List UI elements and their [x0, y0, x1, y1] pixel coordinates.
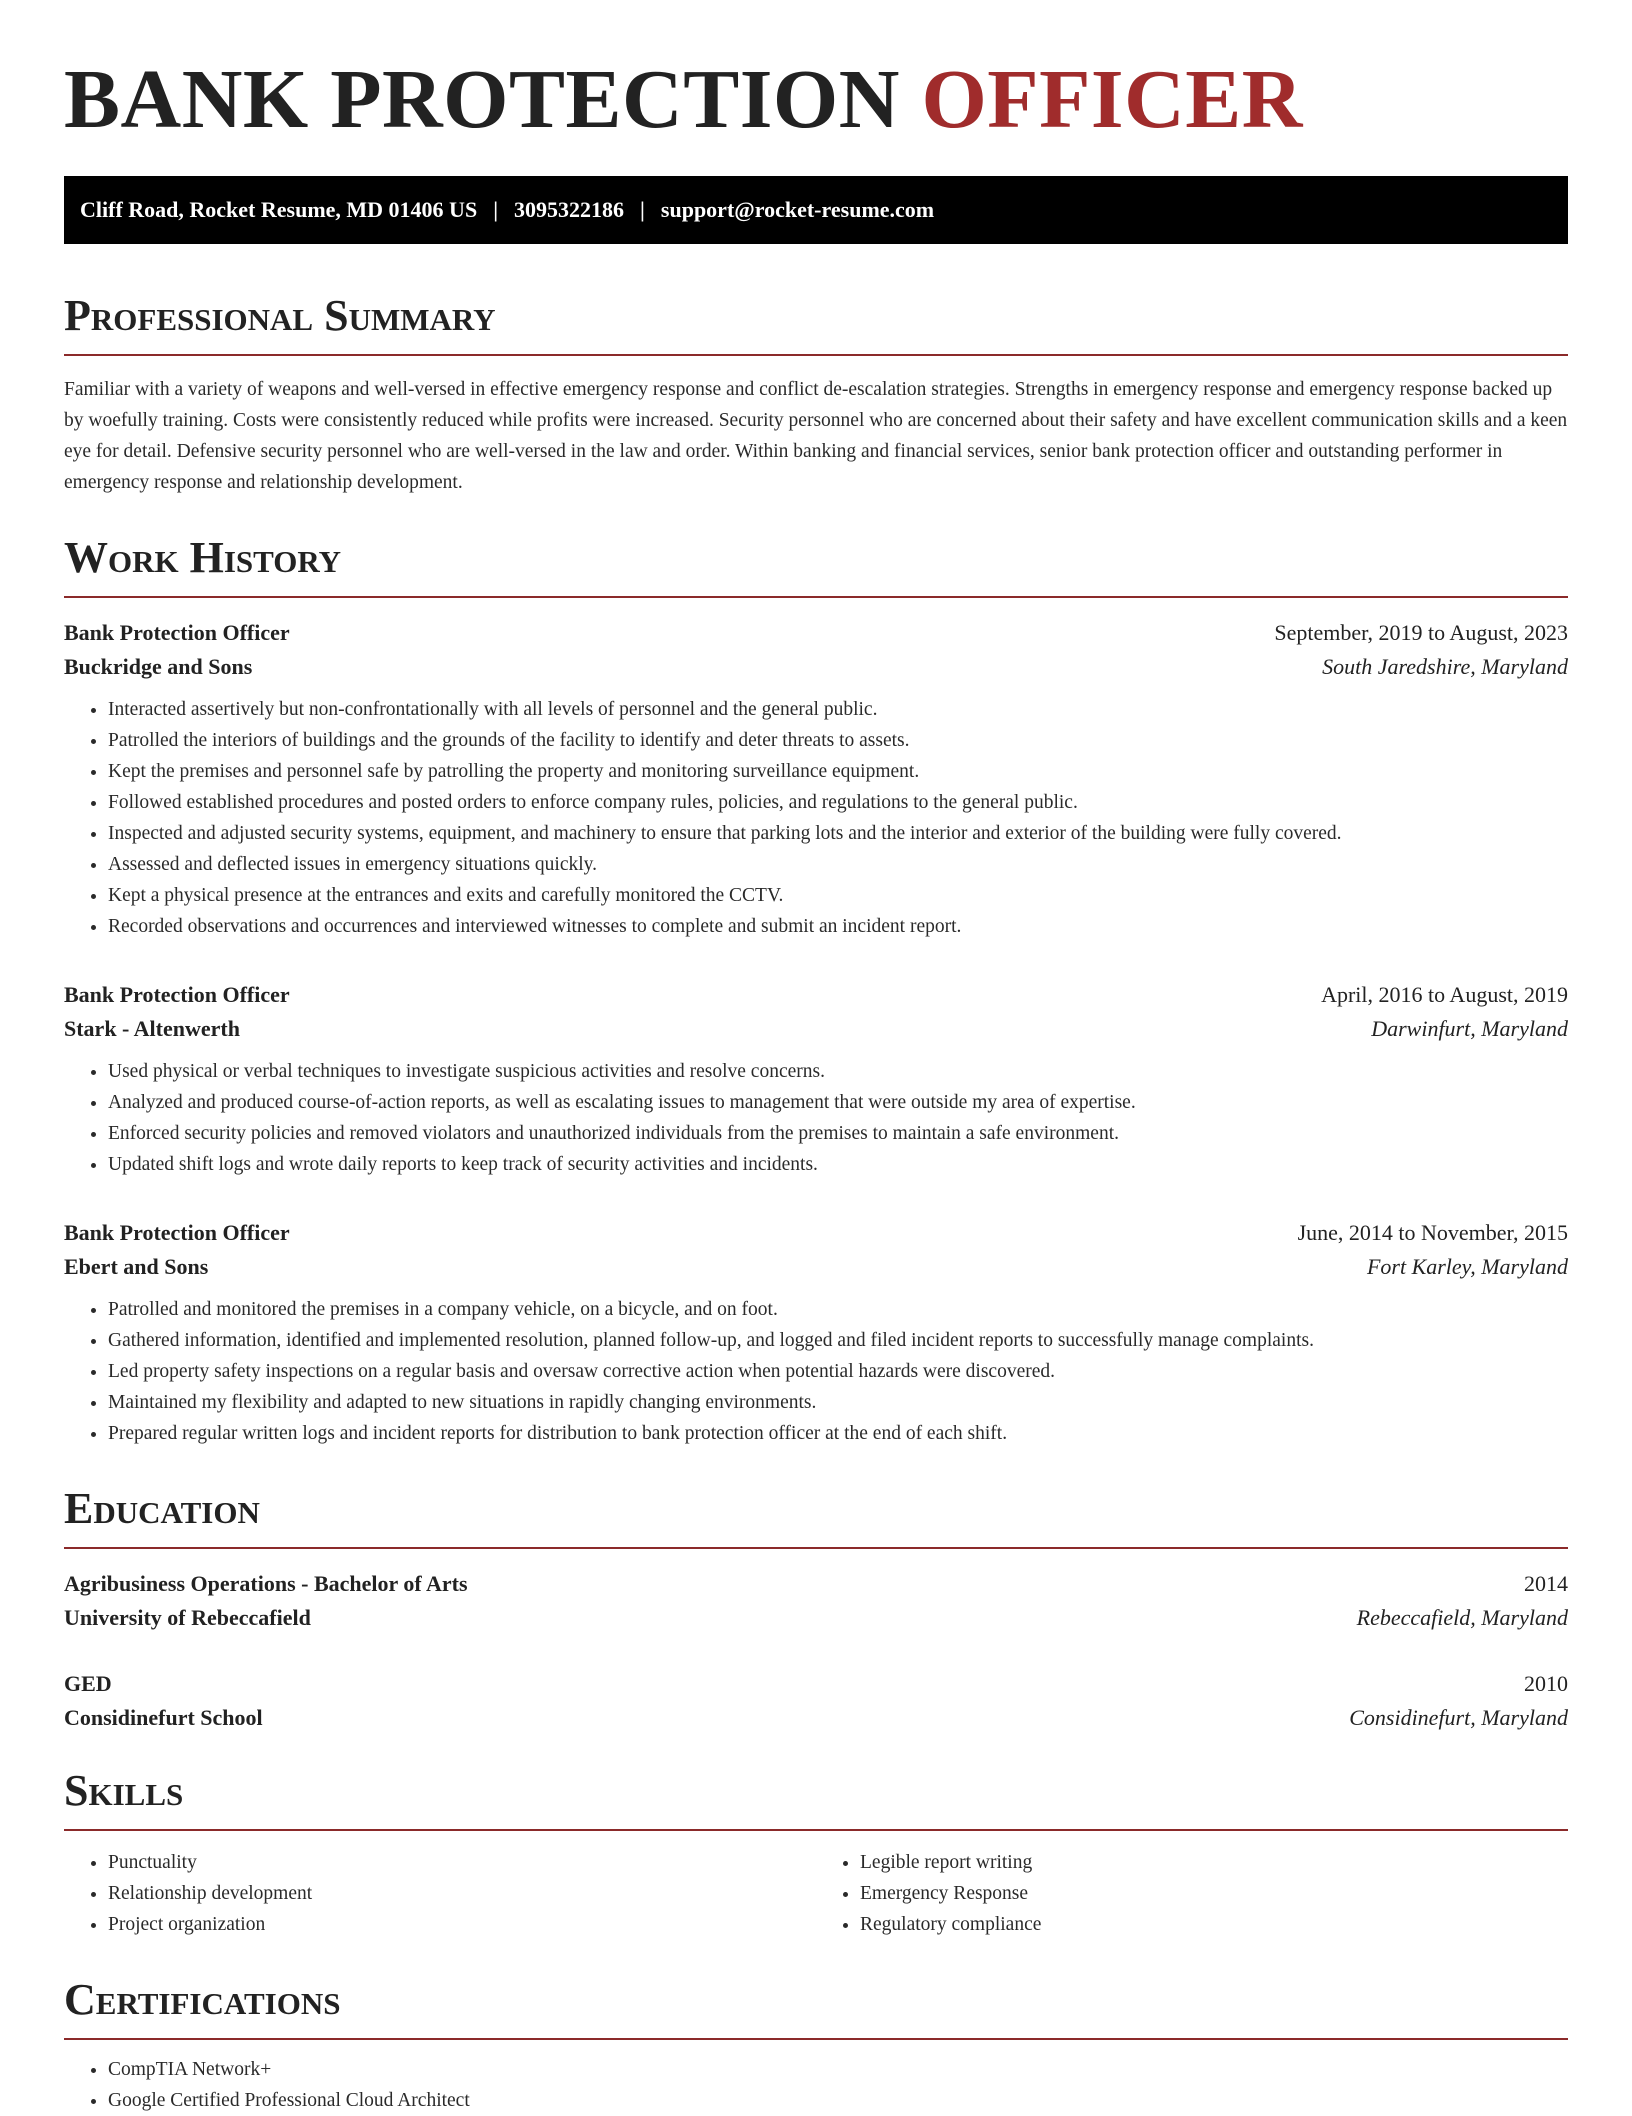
contact-bar — [64, 176, 1568, 244]
contact-separator: | — [640, 197, 645, 222]
education-year: 2014 — [1524, 1571, 1568, 1596]
job-entry — [64, 1220, 1568, 1449]
job-bullet: • Gathered information, identified and implemented resolution, planned follow-up, and logged and filed incident reports to successfully manage complaints. — [108, 1325, 1568, 1356]
skill-item: • Regulatory compliance — [860, 1909, 1568, 1940]
contact-separator: | — [493, 197, 499, 222]
education-location: Considinefurt, Maryland — [1349, 1705, 1568, 1730]
education-degree: Agribusiness Operations - Bachelor of Arts — [64, 1571, 468, 1596]
skills-column — [816, 1847, 1568, 1940]
job-bullet: • Patrolled and monitored the premises in a company vehicle, on a bicycle, and on foot. — [108, 1294, 1568, 1325]
job-bullet: • Prepared regular written logs and incident reports for distribution to bank protection officer at the end of each shift. — [108, 1418, 1568, 1449]
education-degree: GED — [64, 1671, 112, 1696]
title-accent: OFFICER — [921, 53, 1303, 146]
certifications-heading: Certifications — [64, 1978, 1568, 2040]
job-bullet: • Recorded observations and occurrences and interviewed witnesses to complete and submit an incident report. — [108, 911, 1568, 942]
education-school: Considinefurt School — [64, 1705, 263, 1730]
skill-item: • Punctuality — [108, 1847, 816, 1878]
job-dates: September, 2019 to August, 2023 — [1274, 620, 1568, 645]
certification-item: • CompTIA Network+ — [108, 2054, 1568, 2085]
education-location: Rebeccafield, Maryland — [1356, 1605, 1568, 1630]
education-school: University of Rebeccafield — [64, 1605, 311, 1630]
job-bullet: • Assessed and deflected issues in emergency situations quickly. — [108, 849, 1568, 880]
contact-address: Cliff Road, Rocket Resume, MD 01406 US — [80, 197, 478, 222]
job-bullet: • Updated shift logs and wrote daily reports to keep track of security activities and incidents. — [108, 1149, 1568, 1180]
contact-email[interactable]: support@rocket-resume.com — [660, 197, 935, 222]
job-bullet: • Used physical or verbal techniques to investigate suspicious activities and resolve concerns. — [108, 1056, 1568, 1087]
job-title: Bank Protection Officer — [64, 1220, 290, 1245]
certification-item: • Google Certified Professional Cloud Architect — [108, 2085, 1568, 2116]
contact-phone: 3095322186 — [514, 197, 625, 222]
job-bullet: • Analyzed and produced course-of-action reports, as well as escalating issues to management that were outside my area of expertise. — [108, 1087, 1568, 1118]
job-title: Bank Protection Officer — [64, 982, 290, 1007]
job-location: South Jaredshire, Maryland — [1322, 654, 1568, 679]
job-bullet: • Maintained my flexibility and adapted to new situations in rapidly changing environments. — [108, 1387, 1568, 1418]
education-heading: Education — [64, 1487, 1568, 1549]
summary-text: Familiar with a variety of weapons and well-versed in effective emergency response and conflict de-escalation strategies. Strengths in emergency response and emergency response backed up by woefully training. Costs were consistently reduced while profits were increased. Security personnel who are concerned about their safety and have excellent communication skills and a keen eye for detail. Defensive security personnel who are well-versed in the law and order. Within banking and financial services, senior bank protection officer and outstanding performer in emergency response and relationship development. — [64, 379, 1568, 493]
skill-item: • Project organization — [108, 1909, 816, 1940]
skill-item: • Emergency Response — [860, 1878, 1568, 1909]
skills-column — [64, 1847, 816, 1940]
resume-title — [64, 0, 1568, 146]
job-bullets — [64, 694, 1568, 942]
education-year: 2010 — [1524, 1671, 1568, 1696]
job-bullet: • Enforced security policies and removed violators and unauthorized individuals from the premises to maintain a safe environment. — [108, 1118, 1568, 1149]
job-bullet: • Kept the premises and personnel safe by patrolling the property and monitoring surveillance equipment. — [108, 756, 1568, 787]
skill-item: • Legible report writing — [860, 1847, 1568, 1878]
job-bullet: • Inspected and adjusted security systems, equipment, and machinery to ensure that parking lots and the interior and exterior of the building were fully covered. — [108, 818, 1568, 849]
education-entry — [64, 1671, 1568, 1731]
job-location: Fort Karley, Maryland — [1366, 1254, 1568, 1279]
job-title: Bank Protection Officer — [64, 620, 290, 645]
job-bullet: • Patrolled the interiors of buildings and the grounds of the facility to identify and deter threats to assets. — [108, 725, 1568, 756]
job-bullet: • Kept a physical presence at the entrances and exits and carefully monitored the CCTV. — [108, 880, 1568, 911]
summary-heading: Professional Summary — [64, 294, 1568, 356]
job-company: Ebert and Sons — [64, 1254, 209, 1279]
job-company: Stark - Altenwerth — [64, 1016, 240, 1041]
job-bullet: • Led property safety inspections on a regular basis and oversaw corrective action when potential hazards were discovered. — [108, 1356, 1568, 1387]
job-dates: June, 2014 to November, 2015 — [1297, 1220, 1568, 1245]
job-entry — [64, 620, 1568, 942]
job-entry — [64, 982, 1568, 1180]
work-history-heading: Work History — [64, 536, 1568, 598]
title-main: BANK PROTECTION — [64, 53, 900, 146]
certifications-list — [64, 2054, 1568, 2116]
skills-grid — [64, 1847, 1568, 1940]
skill-item: • Relationship development — [108, 1878, 816, 1909]
job-bullets — [64, 1294, 1568, 1449]
job-bullet: • Followed established procedures and posted orders to enforce company rules, policies, and regulations to the general public. — [108, 787, 1568, 818]
job-location: Darwinfurt, Maryland — [1371, 1016, 1568, 1041]
skills-heading: Skills — [64, 1769, 1568, 1831]
job-bullet: • Interacted assertively but non-confrontationally with all levels of personnel and the general public. — [108, 694, 1568, 725]
job-company: Buckridge and Sons — [64, 654, 253, 679]
job-bullets — [64, 1056, 1568, 1180]
job-dates: April, 2016 to August, 2019 — [1321, 982, 1568, 1007]
education-entry — [64, 1571, 1568, 1631]
